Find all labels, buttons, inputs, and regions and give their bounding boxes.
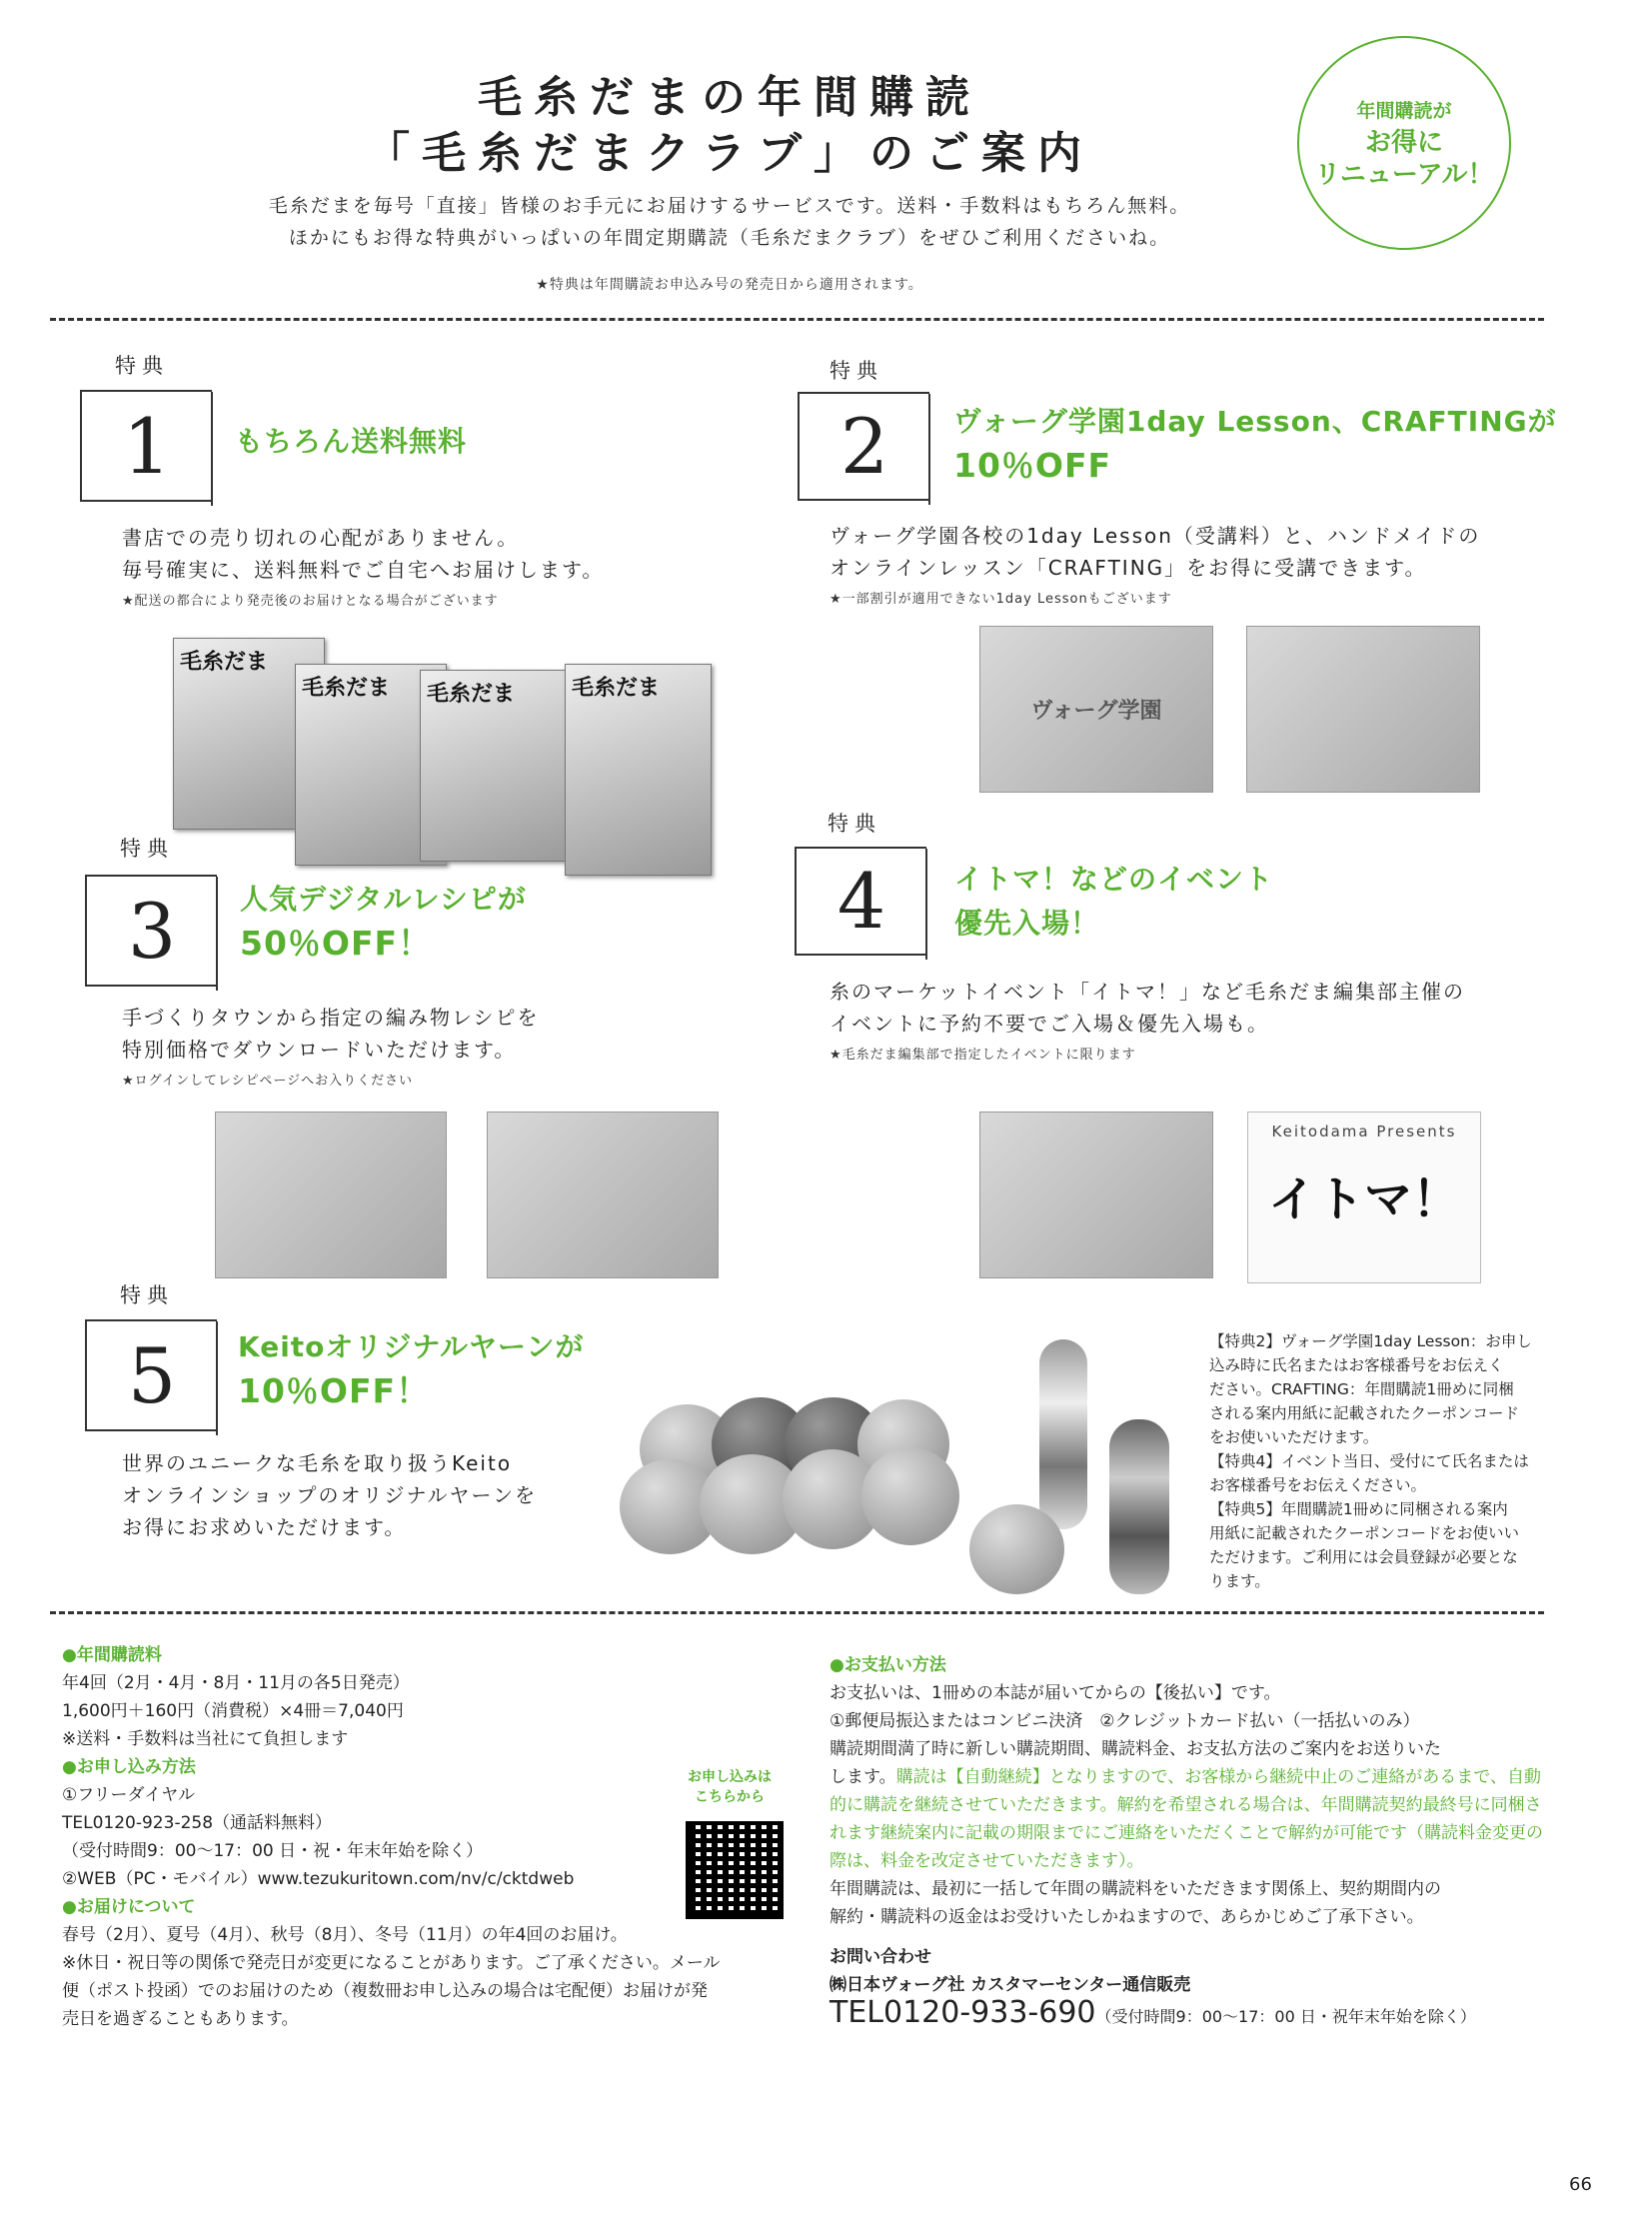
auto-renewal-note: 購読は【自動継続】となりますので、お客様から継続中止のご連絡があるまで、自動的に購読を継続させていただきます。解約を希望される場合は、年間購読契約最終号に同梱されます継続案内に記載の期限までにご連絡をいただくことで解約が可能です（購読料金変更の際は、料金を改定させていただきます）。 [829, 1767, 1543, 1871]
school-photo: ヴォーグ学園 [979, 626, 1213, 793]
lead-line-2: ほかにもお得な特典がいっぱいの年間定期購読（毛糸だまクラブ）をぜひご利用くださいね。 [288, 227, 1171, 249]
magazine-cover-4: 毛糸だま [565, 664, 712, 876]
benefit-2-heading [953, 400, 1557, 488]
benefit-2-body [829, 520, 1480, 616]
benefit-1-text-line-1: 書店での売り切れの心配がありません。 [122, 526, 520, 550]
benefit-notes: 【特典2】ヴォーグ学園1day Lesson：お申し 込み時に氏名またはお客様番号をお伝えく ださい。CRAFTING：年間購読1冊めに同梱 される案内用紙に記載されたクーポンコード をお使いいただけます。 【特典4】イベント当日、受付にて氏名または お客様番号をお伝えください。 【特典5】年間購読1冊めに同梱される案内 用紙に記載されたクーポンコードをお使いい ただけます。ご利用には会員登録が必要とな ります。 [1209, 1332, 1532, 1590]
divider-top [50, 318, 1544, 321]
magazine-cover-3: 毛糸だま [420, 670, 572, 862]
benefit-3-body [122, 1002, 540, 1098]
divider-bottom [50, 1611, 1544, 1614]
benefit-1-tag: 特典 [115, 354, 169, 378]
benefit-5-body [122, 1447, 537, 1543]
qr-code[interactable] [686, 1821, 784, 1919]
deliver-line-3: 便（ポスト投函）でのお届けのため（複数冊お申し込みの場合は宅配便）お届けが発 [62, 1981, 708, 2001]
page-number: 66 [1569, 2174, 1592, 2195]
payment-line-1: お支払いは、1冊めの本誌が届いてからの【後払い】です。 [829, 1683, 1281, 1703]
magazine-cover-2: 毛糸だま [295, 664, 447, 866]
magazine-cover-1: 毛糸だま [173, 638, 325, 830]
fee-title: ●年間購読料 [62, 1645, 162, 1665]
page-title [280, 70, 1179, 182]
payment-line-6: 解約・購読料の返金はお受けいたしかねますので、あらかじめご了承下さい。 [829, 1907, 1424, 1927]
benefit-1-body [122, 522, 604, 618]
renewal-badge [1297, 36, 1511, 250]
title-line-2: 「毛糸だまクラブ」のご案内 [366, 128, 1093, 179]
benefit-3-head-line-1: 人気デジタルレシピが [240, 883, 527, 916]
itoma-presents-text: Keitodama Presents [1271, 1122, 1457, 1140]
benefit-3-text-line-1: 手づくりタウンから指定の編み物レシピを [122, 1006, 540, 1030]
benefit-5-number: 5 [85, 1319, 217, 1431]
lead-line-1: 毛糸だまを毎号「直接」皆様のお手元にお届けするサービスです。送料・手数料はもちろん無料。 [268, 195, 1191, 217]
benefit-5-head-line-2: 10％OFF！ [238, 1371, 431, 1410]
benefit-2-tag: 特典 [829, 359, 883, 383]
info-right [829, 1651, 1549, 2031]
apply-line-3: （受付時間9：00～17：00 日・祝・年末年始を除く） [62, 1841, 484, 1861]
payment-title: ●お支払い方法 [829, 1655, 946, 1675]
benefit-3-number: 3 [85, 875, 217, 987]
benefit-3-head-line-2: 50％OFF！ [240, 924, 433, 963]
event-photo [979, 1111, 1213, 1278]
fee-line-3: ※送料・手数料は当社にて負担します [62, 1729, 349, 1749]
payment-line-2: ①郵便局振込またはコンビニ決済 ②クレジットカード払い（一括払いのみ） [829, 1711, 1420, 1731]
deliver-line-1: 春号（2月）、夏号（4月）、秋号（8月）、冬号（11月）の年4回のお届け。 [62, 1925, 628, 1945]
benefit-3-tag: 特典 [120, 837, 174, 861]
benefit-2-text-line-2: オンラインレッスン「CRAFTING」をお得に受講できます。 [829, 556, 1427, 580]
fee-line-1: 年4回（2月・4月・8月・11月の各5日発売） [62, 1673, 410, 1693]
badge-line-2: お得に [1364, 128, 1443, 158]
qr-label [665, 1767, 795, 1807]
benefit-2-head-line-2: 10％OFF [953, 446, 1112, 485]
benefit-2-note: ★一部割引が適用できない1day Lessonもございます [829, 592, 1172, 607]
knitwear-photo-1 [1246, 626, 1480, 793]
yarn-ball-8 [861, 1447, 959, 1545]
benefit-5-head-line-1: Keitoオリジナルヤーンが [238, 1330, 585, 1363]
benefit-5-text-line-2: オンラインショップのオリジナルヤーンを [122, 1483, 538, 1507]
qr-label-line-1: お申し込みは [688, 1769, 772, 1785]
title-line-1: 毛糸だまの年間購読 [478, 72, 981, 123]
benefit-3-text-line-2: 特別価格でダウンロードいただけます。 [122, 1038, 517, 1062]
benefit-4-head-line-1: イトマ！などのイベント [954, 863, 1274, 896]
benefit-1-head-line-1: もちろん送料無料 [235, 425, 468, 458]
yarn-skein-2 [1109, 1419, 1169, 1594]
qr-label-line-2: こちらから [695, 1789, 765, 1805]
deliver-title: ●お届けについて [62, 1897, 196, 1917]
benefit-4-number: 4 [795, 847, 926, 956]
badge-line-1: 年間購読が [1356, 100, 1452, 122]
payment-line-5: 年間購読は、最初に一括して年間の購読料をいただきます関係上、契約期間内の [829, 1879, 1441, 1899]
header-note: ★特典は年間購読お申込み号の発売日から適用されます。 [536, 277, 923, 293]
itoma-poster [1247, 1111, 1481, 1283]
deliver-line-4: 売日を過ぎることもあります。 [62, 2009, 299, 2029]
contact-title: お問い合わせ [829, 1947, 931, 1967]
benefit-4-text-line-2: イベントに予約不要でご入場＆優先入場も。 [829, 1012, 1269, 1036]
benefit-4-head-line-2: 優先入場！ [954, 907, 1100, 940]
payment-line-4: します。 [829, 1767, 896, 1787]
benefit-3-heading [240, 878, 527, 966]
apply-line-4: ②WEB（PC・モバイル）www.tezukuritown.com/nv/c/cktdweb [62, 1869, 575, 1889]
badge-line-3: リニューアル！ [1314, 160, 1494, 190]
benefit-2-number: 2 [798, 392, 929, 501]
benefit-2-head-line-1: ヴォーグ学園1day Lesson、CRAFTINGが [953, 405, 1557, 438]
contact-tel[interactable]: TEL0120-933-690 [829, 1995, 1096, 2030]
benefit-1-number: 1 [80, 390, 212, 502]
apply-title: ●お申し込み方法 [62, 1757, 196, 1777]
benefit-2-text-line-1: ヴォーグ学園各校の1day Lesson（受講料）と、ハンドメイドの [829, 524, 1481, 548]
itoma-logo: イトマ！ [1267, 1171, 1460, 1227]
apply-line-2: TEL0120-923-258（通話料無料） [62, 1813, 333, 1833]
benefit-4-body [829, 976, 1465, 1072]
benefit-5-heading [238, 1325, 584, 1413]
benefit-5-tag: 特典 [120, 1283, 174, 1307]
benefit-1-text-line-2: 毎号確実に、送料無料でご自宅へお届けします。 [122, 558, 605, 582]
benefit-4-heading [954, 858, 1273, 946]
lead-text [150, 190, 1309, 254]
yarn-ball-9 [969, 1504, 1064, 1594]
benefit-1-heading [235, 420, 467, 464]
benefit-5-text-line-3: お得にお求めいただけます。 [122, 1515, 407, 1539]
benefit-1-note: ★配送の都合により発売後のお届けとなる場合がございます [122, 594, 499, 609]
benefit-5-text-line-1: 世界のユニークな毛糸を取り扱うKeito [122, 1451, 513, 1475]
knitwear-photo-2 [215, 1111, 447, 1278]
benefit-3-note: ★ログインしてレシピページへお入りください [122, 1074, 414, 1089]
benefit-4-note: ★毛糸だま編集部で指定したイベントに限ります [829, 1048, 1136, 1063]
benefit-4-tag: 特典 [827, 812, 881, 836]
fee-line-2: 1,600円＋160円（消費税）×4冊＝7,040円 [62, 1701, 404, 1721]
knitwear-photo-3 [487, 1111, 719, 1278]
contact-hours: （受付時間9：00～17：00 日・祝年末年始を除く） [1095, 2007, 1476, 2026]
company-name: ㈱日本ヴォーグ社 カスタマーセンター通信販売 [829, 1975, 1191, 1995]
benefit-4-text-line-1: 糸のマーケットイベント「イトマ！」など毛糸だま編集部主催の [829, 980, 1465, 1004]
payment-line-3: 購読期間満了時に新しい購読期間、購読料金、お支払方法のご案内をお送りいた [829, 1739, 1441, 1759]
apply-line-1: ①フリーダイヤル [62, 1785, 196, 1805]
deliver-line-2: ※休日・祝日等の関係で発売日が変更になることがあります。ご了承ください。メール [62, 1953, 721, 1973]
yarn-skein-1 [1039, 1339, 1087, 1529]
